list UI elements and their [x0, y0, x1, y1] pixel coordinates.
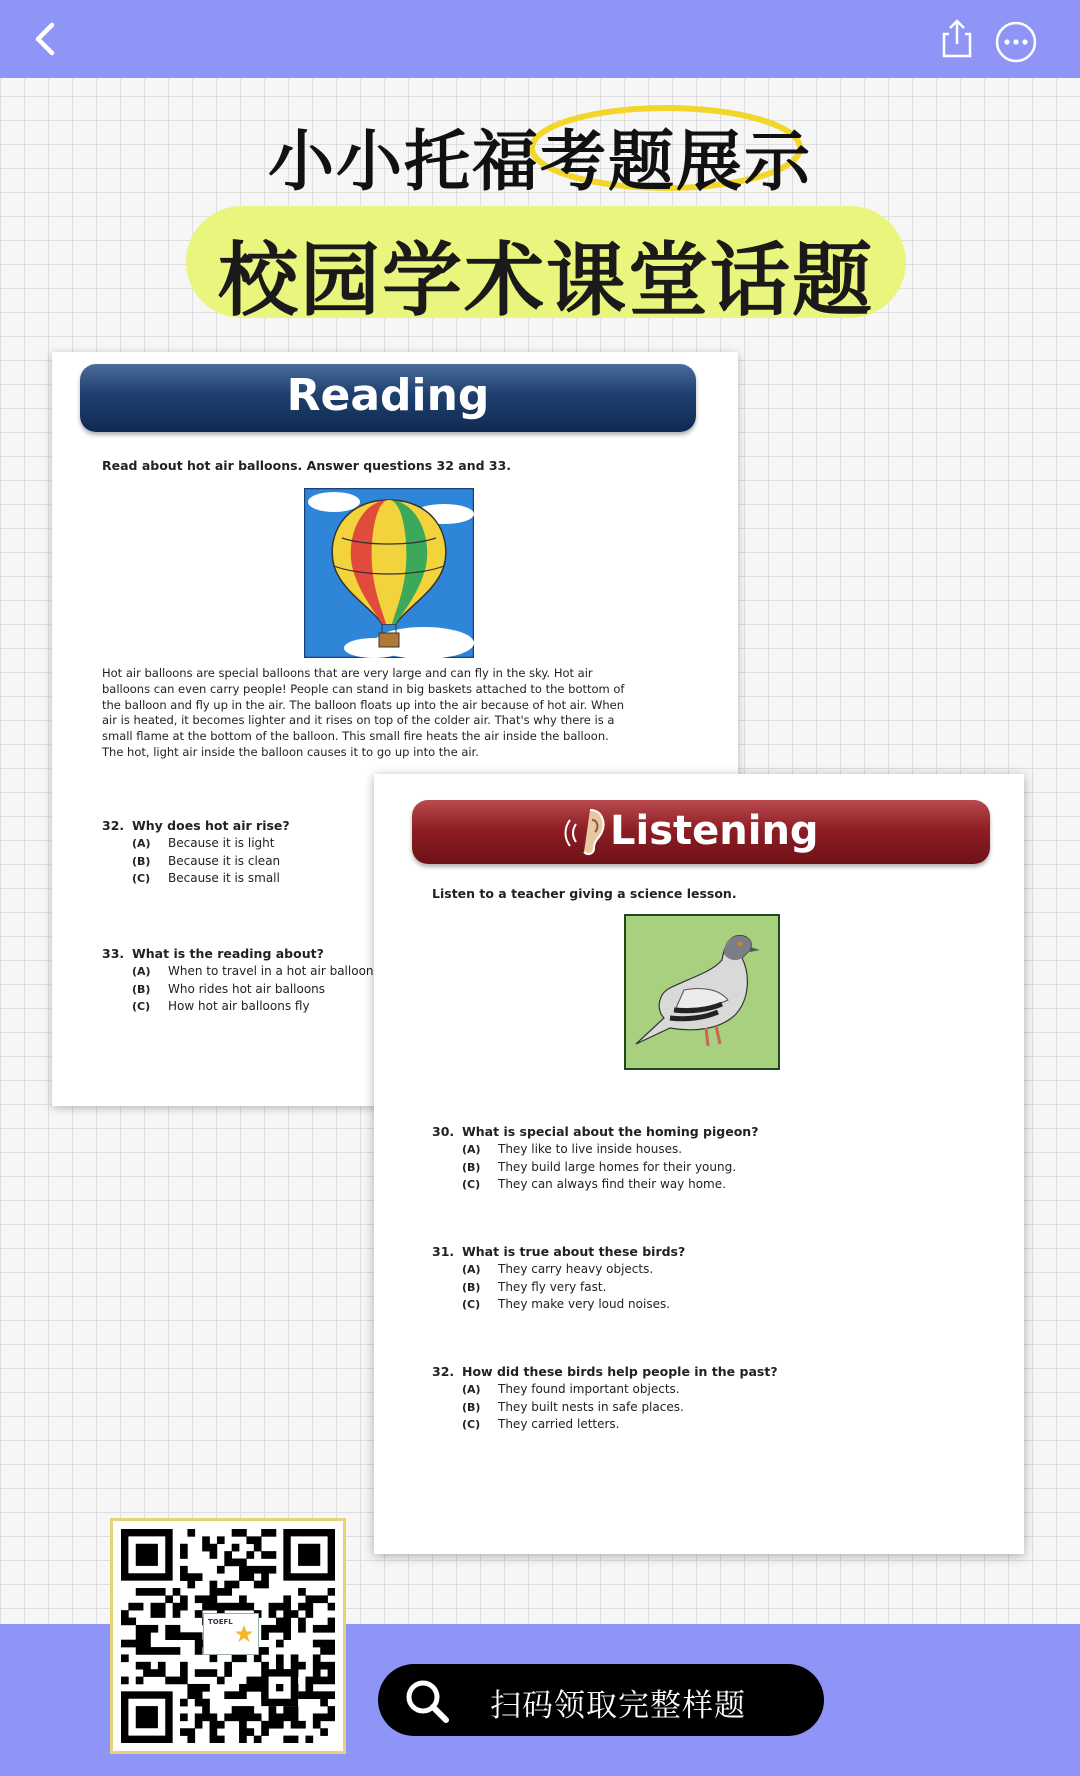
answer-option[interactable]: (B) Who rides hot air balloons: [132, 981, 326, 996]
answer-option[interactable]: (A) Because it is light: [132, 836, 275, 850]
answer-option[interactable]: (C) They make very loud noises.: [462, 1297, 671, 1311]
ear-icon: [562, 804, 608, 860]
answer-option[interactable]: (B) Because it is clean: [132, 853, 281, 868]
answer-option[interactable]: (B) They build large homes for their young.: [462, 1159, 737, 1174]
question-block: [432, 1124, 758, 1192]
answer-option[interactable]: (B) They fly very fast.: [462, 1279, 607, 1294]
reading-banner: [80, 364, 696, 432]
answer-option[interactable]: (A) They carry heavy objects.: [462, 1262, 654, 1276]
answer-option[interactable]: (C) They can always find their way home.: [462, 1177, 726, 1191]
pigeon-image: [624, 914, 780, 1070]
question-title: 32. Why does hot air rise?: [102, 818, 290, 833]
answer-option[interactable]: (B) They built nests in safe places.: [462, 1399, 684, 1414]
toefl-logo: [203, 1613, 259, 1655]
answer-option[interactable]: (A) When to travel in a hot air balloon: [132, 964, 374, 978]
top-bar: [0, 0, 1080, 78]
answer-option[interactable]: (C) They carried letters.: [462, 1417, 620, 1431]
question-title: 32. How did these birds help people in the past?: [432, 1364, 778, 1379]
question-block: [102, 946, 374, 1014]
hot-air-balloon-image: [304, 488, 474, 658]
question-block: [432, 1364, 778, 1432]
chevron-left-icon[interactable]: [24, 16, 70, 62]
search-icon: [402, 1676, 452, 1726]
more-icon[interactable]: [990, 16, 1042, 68]
reading-instruction: Read about hot air balloons. Answer questions 32 and 33.: [102, 458, 512, 473]
page-subtitle: 校园学术课堂话题: [218, 234, 874, 327]
question-title: 30. What is special about the homing pigeon?: [432, 1124, 759, 1139]
question-block: [432, 1244, 685, 1312]
question-title: 33. What is the reading about?: [102, 946, 324, 961]
qr-code[interactable]: [110, 1518, 346, 1754]
star-icon: [234, 1624, 254, 1644]
listening-banner: [412, 800, 990, 864]
question-block: [102, 818, 290, 886]
share-icon[interactable]: [934, 16, 980, 62]
listening-instruction: Listen to a teacher giving a science lesson.: [432, 886, 737, 901]
answer-option[interactable]: (C) How hot air balloons fly: [132, 999, 310, 1013]
scan-button-label: 扫码领取完整样题: [490, 1688, 746, 1724]
listening-sample-page: [374, 774, 1024, 1554]
question-title: 31. What is true about these birds?: [432, 1244, 686, 1259]
toefl-logo-text: TOEFL: [208, 1618, 233, 1626]
reading-banner-label: Reading: [286, 370, 490, 421]
scan-to-get-samples-button[interactable]: [378, 1664, 824, 1736]
answer-option[interactable]: (A) They found important objects.: [462, 1382, 680, 1396]
page-title: 小小托福考题展示: [268, 123, 812, 200]
answer-option[interactable]: (C) Because it is small: [132, 871, 280, 885]
answer-option[interactable]: (A) They like to live inside houses.: [462, 1142, 683, 1156]
listening-banner-label: Listening: [610, 808, 819, 854]
reading-passage: Hot air balloons are special balloons that are very large and can fly in the sky. Hot air balloons can even carry people! People can stand in big baskets attached to the bottom of the balloon and fly up in the air. The balloon floats up into the air because of hot air. When air is heated, it becomes lighter and it rises on top of the colder air. That's why there is a small flame at the bottom of the balloon. This small fire heats the air inside the balloon. The hot, light air inside the balloon causes it to go up into the air.: [102, 666, 625, 759]
